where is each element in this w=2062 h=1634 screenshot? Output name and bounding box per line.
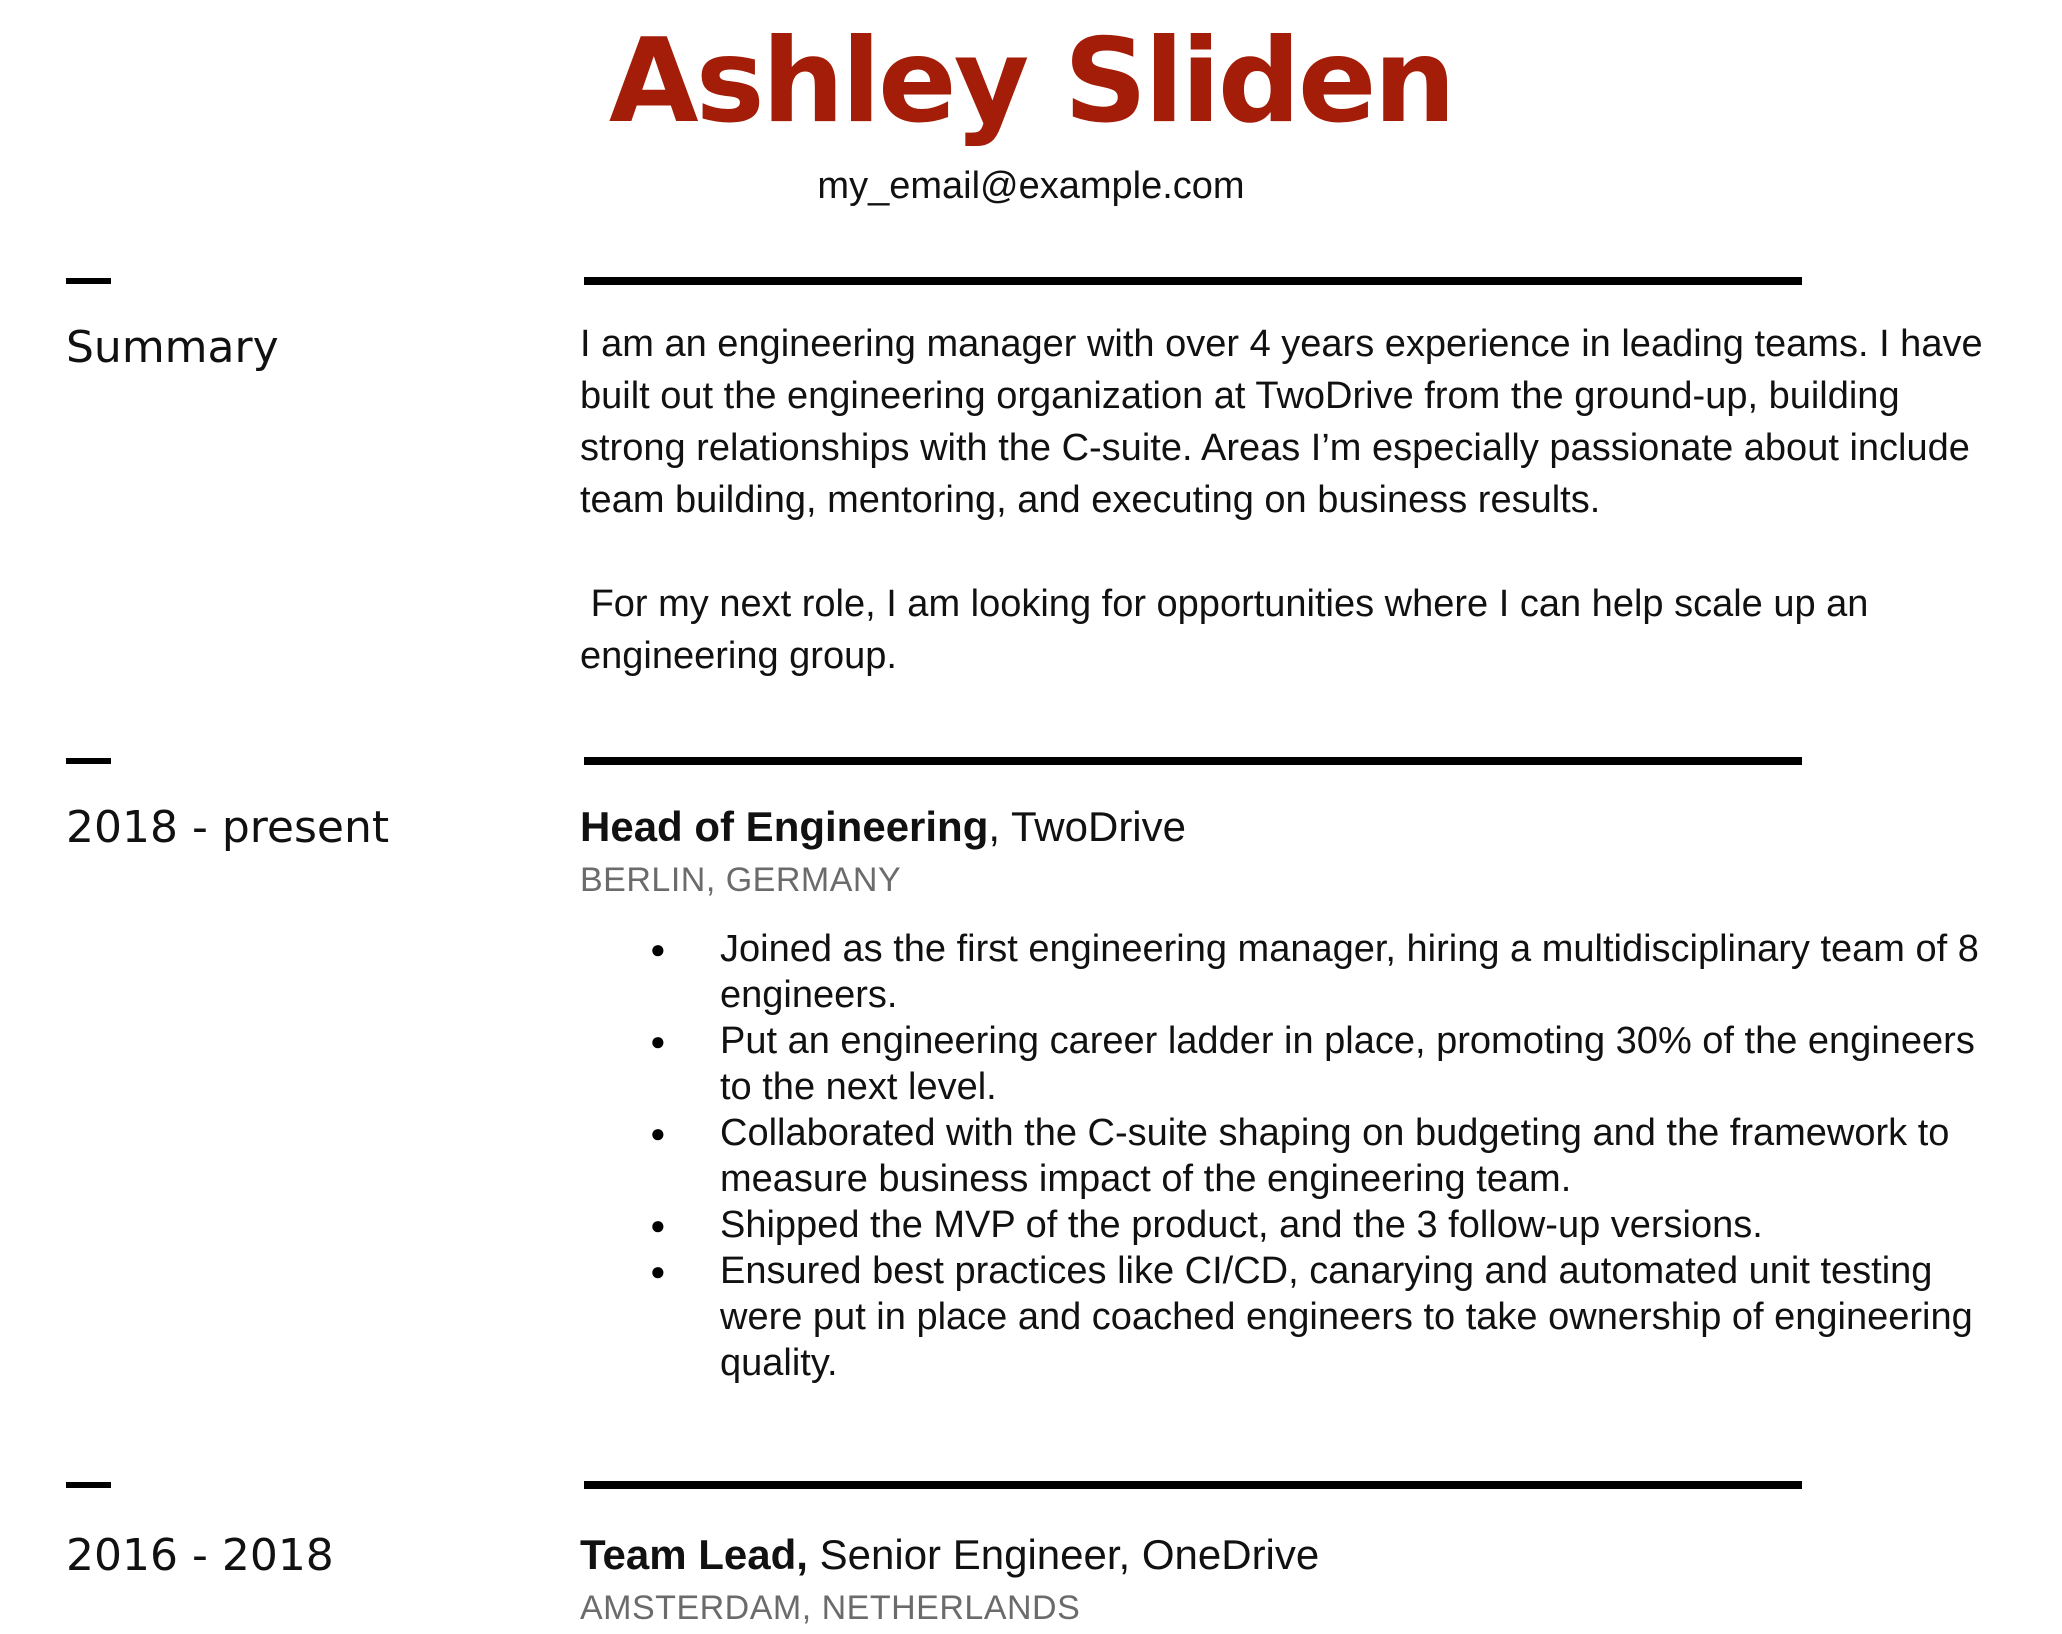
- contact-email: my_email@example.com: [817, 165, 1245, 207]
- achievement-item: ● Shipped the MVP of the product, and the 3 follow-up versions.: [580, 1202, 2000, 1248]
- achievement-list: [580, 926, 2000, 1386]
- company-name: , TwoDrive: [988, 803, 1186, 850]
- experience-role: [580, 800, 1186, 854]
- experience-period: 2018 - present: [66, 802, 390, 853]
- candidate-name: Ashley Sliden: [608, 14, 1454, 149]
- section-divider-summary: [584, 277, 1802, 285]
- section-label-summary: Summary: [66, 322, 279, 373]
- company-name: Senior Engineer, OneDrive: [807, 1531, 1320, 1578]
- experience-location: AMSTERDAM, NETHERLANDS: [580, 1589, 1081, 1627]
- achievement-item: ● Put an engineering career ladder in place, promoting 30% of the engineers to the next level.: [580, 1018, 2000, 1110]
- achievement-item: ● Collaborated with the C-suite shaping on budgeting and the framework to measure business impact of the engineering team.: [580, 1110, 2000, 1202]
- job-title: Team Lead,: [580, 1531, 808, 1578]
- achievement-item: ● Joined as the first engineering manager, hiring a multidisciplinary team of 8 engineers.: [580, 926, 2000, 1018]
- experience-role: [580, 1528, 1319, 1582]
- summary-paragraph-next-role: For my next role, I am looking for opportunities where I can help scale up an engineering group.: [580, 583, 1880, 677]
- experience-period: 2016 - 2018: [66, 1530, 334, 1581]
- job-title: Head of Engineering: [580, 803, 989, 850]
- section-divider-experience-2: [584, 1481, 1802, 1489]
- section-divider-experience-1: [584, 757, 1802, 765]
- section-dash-summary: [66, 278, 111, 284]
- experience-location: BERLIN, GERMANY: [580, 861, 902, 899]
- section-dash-experience-2: [66, 1482, 111, 1488]
- summary-paragraph: I am an engineering manager with over 4 years experience in leading teams. I have built out the engineering organization at TwoDrive from the ground-up, building strong relationships with the C-suite. Areas I’m especially passionate about include team building, mentoring, and executing on business results.: [580, 323, 1983, 521]
- achievement-item: ● Ensured best practices like CI/CD, canarying and automated unit testing were put in place and coached engineers to take ownership of engineering quality.: [580, 1248, 2000, 1386]
- section-dash-experience-1: [66, 758, 111, 764]
